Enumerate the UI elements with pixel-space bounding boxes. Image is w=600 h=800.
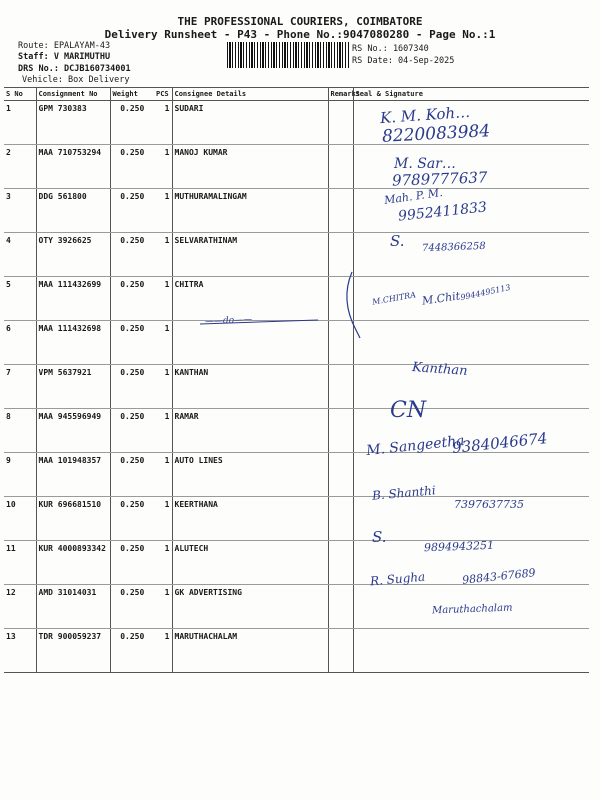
cell-consignment-no: MAA 945596949 [36,409,110,453]
cell-pcs: 1 [154,233,172,277]
handwriting-r11-sign: S. [372,528,387,546]
cell-sno: 11 [4,541,36,585]
cell-consignee: KEERTHANA [172,497,328,541]
handwriting-r9-name: M. Sangeetha [365,432,466,460]
table-row [4,189,589,233]
cell-weight: 0.250 [110,145,154,189]
cell-weight: 0.250 [110,497,154,541]
col-sno: S No [4,88,36,101]
cell-remarks [328,629,353,673]
cell-signature [353,233,589,277]
cell-signature [353,321,589,365]
table-row [4,365,589,409]
handwriting-r2-name: M. Sar… [394,156,456,172]
cell-consignee: SELVARATHINAM [172,233,328,277]
cell-weight: 0.250 [110,629,154,673]
cell-remarks [328,497,353,541]
cell-consignment-no: KUR 4000893342 [36,541,110,585]
cell-pcs: 1 [154,321,172,365]
handwriting-r2-phone: 9789777637 [391,168,488,190]
cell-weight: 0.250 [110,453,154,497]
cell-pcs: 1 [154,277,172,321]
cell-remarks [328,277,353,321]
col-weight: Weight [110,88,154,101]
table-row [4,629,589,673]
handwriting-r4-name: S. [390,232,405,250]
vehicle-label: Vehicle: Box Delivery [22,75,130,85]
table-header [4,88,589,101]
cell-weight: 0.250 [110,277,154,321]
cell-weight: 0.250 [110,409,154,453]
handwriting-r1-name: K. M. Koh… [379,102,471,128]
cell-remarks [328,101,353,145]
cell-consignment-no: DDG 561800 [36,189,110,233]
cell-remarks [328,541,353,585]
col-consignee: Consignee Details [172,88,328,101]
cell-sno: 3 [4,189,36,233]
table-row [4,145,589,189]
cell-consignee: MUTHURAMALINGAM [172,189,328,233]
cell-consignee: SUDARI [172,101,328,145]
col-remarks: Remarks [328,88,353,101]
cell-consignment-no: TDR 900059237 [36,629,110,673]
cell-consignee: RAMAR [172,409,328,453]
cell-consignee: KANTHAN [172,365,328,409]
table-row [4,277,589,321]
cell-signature [353,365,589,409]
route-label: Route: EPALAYAM-43 [18,41,111,51]
cell-consignee: GK ADVERTISING [172,585,328,629]
cell-consignment-no: MAA 710753294 [36,145,110,189]
cell-pcs: 1 [154,101,172,145]
handwriting-r5-name: M.CHITRA [371,290,417,307]
col-consignment: Consignment No [36,88,110,101]
cell-remarks [328,409,353,453]
cell-consignee: AUTO LINES [172,453,328,497]
cell-pcs: 1 [154,189,172,233]
cell-remarks [328,189,353,233]
handwriting-r7-sign: Kanthan [411,360,469,379]
company-title: THE PROFESSIONAL COURIERS, COIMBATORE [177,15,423,28]
table-row [4,321,589,365]
handwriting-r4-phone: 7448366258 [421,240,486,255]
cell-sno: 5 [4,277,36,321]
cell-pcs: 1 [154,585,172,629]
col-pcs: PCS [154,88,172,101]
handwriting-r10-phone: 7397637735 [454,498,524,511]
cell-sno: 13 [4,629,36,673]
cell-consignee: CHITRA [172,277,328,321]
cell-sno: 6 [4,321,36,365]
cell-consignment-no: AMD 31014031 [36,585,110,629]
runsheet-subtitle: Delivery Runsheet - P43 - Phone No.:9047080280 - Page No.:1 [104,28,496,41]
runsheet-table [4,87,589,673]
cell-consignee: ALUTECH [172,541,328,585]
cell-pcs: 1 [154,145,172,189]
cell-weight: 0.250 [110,321,154,365]
cell-sno: 4 [4,233,36,277]
cell-remarks [328,585,353,629]
handwriting-r3-phone: 9952411833 [397,199,488,225]
cell-consignment-no: VPM 5637921 [36,365,110,409]
handwriting-r6-ditto: ——do—— [204,314,253,328]
cell-sno: 9 [4,453,36,497]
cell-sno: 12 [4,585,36,629]
cell-weight: 0.250 [110,541,154,585]
cell-sno: 2 [4,145,36,189]
cell-consignee [172,321,328,365]
cell-sno: 8 [4,409,36,453]
barcode [227,42,349,68]
handwriting-r9-phone: 9384046674 [451,429,549,457]
cell-consignment-no: MAA 101948357 [36,453,110,497]
table-row [4,233,589,277]
cell-remarks [328,453,353,497]
cell-sno: 10 [4,497,36,541]
cell-sno: 7 [4,365,36,409]
cell-pcs: 1 [154,365,172,409]
cell-weight: 0.250 [110,101,154,145]
cell-consignment-no: OTY 3926625 [36,233,110,277]
cell-weight: 0.250 [110,365,154,409]
cell-weight: 0.250 [110,233,154,277]
handwriting-r5-sign: M.Chit [421,289,461,308]
cell-remarks [328,321,353,365]
cell-pcs: 1 [154,453,172,497]
handwriting-r13-sign: Maruthachalam [431,602,513,617]
rs-number: RS No.: 1607340 [352,44,429,54]
cell-consignment-no: MAA 111432699 [36,277,110,321]
cell-remarks [328,365,353,409]
cell-pcs: 1 [154,497,172,541]
handwriting-r1-phone: 8220083984 [381,121,491,147]
cell-pcs: 1 [154,541,172,585]
cell-pcs: 1 [154,409,172,453]
cell-consignee: MARUTHACHALAM [172,629,328,673]
drs-number: DRS No.: DCJB160734001 [18,64,131,74]
cell-remarks [328,145,353,189]
cell-weight: 0.250 [110,189,154,233]
handwriting-r12-phone: 98843-67689 [461,566,537,587]
table-row [4,453,589,497]
handwriting-r5-phone: 9944495113 [459,282,512,303]
cell-sno: 1 [4,101,36,145]
handwriting-r10-name: B. Shanthi [371,483,437,503]
cell-consignee: MANOJ KUMAR [172,145,328,189]
handwriting-r8-sign: CN [390,398,427,423]
table-row [4,101,589,145]
handwriting-r3-name: Mah. P. M. [383,185,444,208]
handwriting-r12-name: R. Sugha [369,569,426,589]
col-signature: Seal & Signature [353,88,589,101]
rs-date: RS Date: 04-Sep-2025 [352,56,455,66]
cell-consignment-no: GPM 730383 [36,101,110,145]
cell-weight: 0.250 [110,585,154,629]
cell-pcs: 1 [154,629,172,673]
staff-label: Staff: V MARIMUTHU [18,52,111,62]
cell-consignment-no: KUR 696681510 [36,497,110,541]
handwriting-r11-phone: 9894943251 [423,538,495,555]
cell-signature [353,629,589,673]
cell-remarks [328,233,353,277]
cell-consignment-no: MAA 111432698 [36,321,110,365]
